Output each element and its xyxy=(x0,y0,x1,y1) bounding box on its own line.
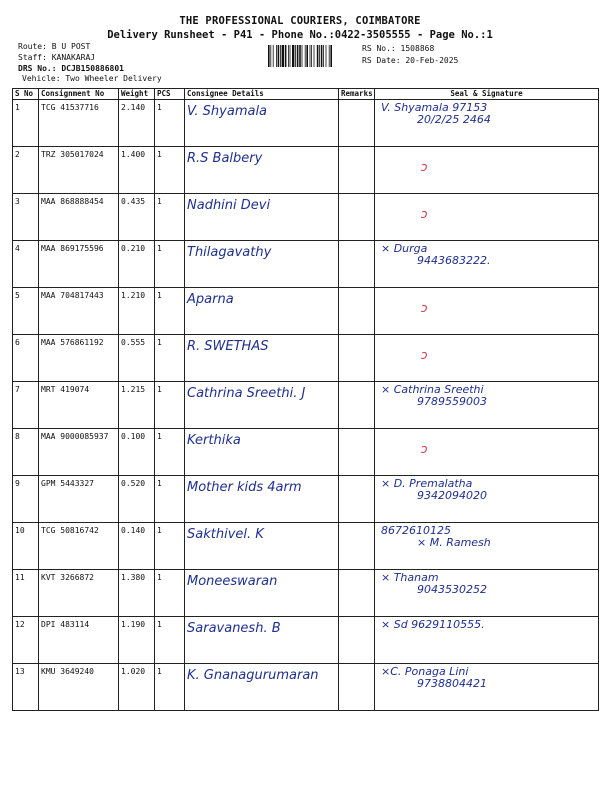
signature-line: × Cathrina Sreethi xyxy=(381,383,484,396)
row-consignee: Saravanesh. B xyxy=(185,617,339,664)
row-consignee: Nadhini Devi xyxy=(185,194,339,241)
col-header: PCS xyxy=(155,89,185,100)
row-consignee: K. Gnanagurumaran xyxy=(185,664,339,711)
row-signature xyxy=(375,617,599,664)
table-row xyxy=(13,382,599,429)
col-header: S No xyxy=(13,89,39,100)
table-row xyxy=(13,429,599,476)
row-consignee: Moneeswaran xyxy=(185,570,339,617)
barcode-bar xyxy=(326,45,327,67)
signature-line: 20/2/25 2464 xyxy=(417,113,491,126)
row-weight: 1.190 xyxy=(119,617,155,664)
table-row xyxy=(13,523,599,570)
row-pcs: 1 xyxy=(155,194,185,241)
table-row xyxy=(13,288,599,335)
row-consignment-no: TRZ 305017024 xyxy=(39,147,119,194)
row-sno: 11 xyxy=(13,570,39,617)
barcode-bar xyxy=(323,45,324,67)
row-consignment-no: KVT 3266872 xyxy=(39,570,119,617)
row-sno: 9 xyxy=(13,476,39,523)
row-consignment-no: MAA 9000085937 xyxy=(39,429,119,476)
table-row xyxy=(13,664,599,711)
row-weight: 0.435 xyxy=(119,194,155,241)
row-weight: 0.140 xyxy=(119,523,155,570)
row-consignment-no: MRT 419074 xyxy=(39,382,119,429)
row-sno: 12 xyxy=(13,617,39,664)
row-weight: 0.520 xyxy=(119,476,155,523)
row-pcs: 1 xyxy=(155,476,185,523)
row-signature xyxy=(375,523,599,570)
barcode-bar xyxy=(297,45,299,67)
table-row xyxy=(13,335,599,382)
table-row xyxy=(13,147,599,194)
route-line: Route: B U POST xyxy=(18,42,91,51)
row-weight: 1.215 xyxy=(119,382,155,429)
barcode-bar xyxy=(280,45,281,67)
barcode-bar xyxy=(288,45,289,67)
signature-line: 9789559003 xyxy=(417,395,487,408)
row-consignment-no: KMU 3649240 xyxy=(39,664,119,711)
row-pcs: 1 xyxy=(155,523,185,570)
row-sno: 10 xyxy=(13,523,39,570)
row-consignee: R. SWETHAS xyxy=(185,335,339,382)
barcode-bar xyxy=(299,45,301,67)
barcode xyxy=(268,45,356,67)
barcode-bar xyxy=(270,45,271,67)
drs-line: DRS No.: DCJB150886801 xyxy=(18,64,124,73)
company-title: THE PROFESSIONAL COURIERS, COIMBATORE xyxy=(179,15,421,27)
row-consignment-no: GPM 5443327 xyxy=(39,476,119,523)
rs-date-line: RS Date: 20-Feb-2025 xyxy=(362,56,459,65)
row-signature xyxy=(375,476,599,523)
table-row xyxy=(13,100,599,147)
barcode-bar xyxy=(310,45,311,67)
row-consignment-no: MAA 576861192 xyxy=(39,335,119,382)
barcode-bar xyxy=(319,45,320,67)
barcode-bar xyxy=(273,45,274,67)
row-sno: 5 xyxy=(13,288,39,335)
red-tick-mark: ↄ xyxy=(421,442,428,456)
signature-line: 8672610125 xyxy=(381,524,451,537)
barcode-bar xyxy=(302,45,303,67)
route-value: B U POST xyxy=(51,42,91,51)
col-header: Remarks xyxy=(339,89,375,100)
row-pcs: 1 xyxy=(155,664,185,711)
row-pcs: 1 xyxy=(155,335,185,382)
row-sno: 4 xyxy=(13,241,39,288)
row-remarks xyxy=(339,570,375,617)
drs-value: DCJB150886801 xyxy=(61,64,124,73)
row-pcs: 1 xyxy=(155,288,185,335)
row-consignment-no: MAA 869175596 xyxy=(39,241,119,288)
col-header: Weight xyxy=(119,89,155,100)
row-remarks xyxy=(339,476,375,523)
row-remarks xyxy=(339,523,375,570)
signature-line: × Durga xyxy=(381,242,428,255)
row-weight: 1.210 xyxy=(119,288,155,335)
barcode-bar xyxy=(305,45,306,67)
row-consignee: R.S Balbery xyxy=(185,147,339,194)
rs-no-line: RS No.: 1508868 xyxy=(362,44,435,53)
staff-line: Staff: KANAKARAJ xyxy=(18,53,96,62)
row-sno: 1 xyxy=(13,100,39,147)
row-pcs: 1 xyxy=(155,147,185,194)
row-sno: 2 xyxy=(13,147,39,194)
row-signature xyxy=(375,664,599,711)
signature-line: × Thanam xyxy=(381,571,439,584)
barcode-bar xyxy=(306,45,308,67)
row-signature xyxy=(375,335,599,382)
row-consignee: Sakthivel. K xyxy=(185,523,339,570)
barcode-bar xyxy=(268,45,270,67)
row-signature xyxy=(375,288,599,335)
row-sno: 8 xyxy=(13,429,39,476)
table-header-row xyxy=(13,89,599,100)
barcode-bar xyxy=(311,45,312,67)
row-consignment-no: MAA 868888454 xyxy=(39,194,119,241)
row-signature xyxy=(375,194,599,241)
barcode-bar xyxy=(314,45,315,67)
row-consignment-no: MAA 704817443 xyxy=(39,288,119,335)
row-weight: 0.555 xyxy=(119,335,155,382)
row-pcs: 1 xyxy=(155,100,185,147)
table-row xyxy=(13,476,599,523)
table-row xyxy=(13,617,599,664)
vehicle-value: Two Wheeler Delivery xyxy=(65,74,162,83)
row-sno: 6 xyxy=(13,335,39,382)
barcode-bar xyxy=(292,45,294,67)
vehicle-line: Vehicle: Two Wheeler Delivery xyxy=(22,74,162,83)
signature-line: × M. Ramesh xyxy=(417,536,491,549)
rs-date-value: 20-Feb-2025 xyxy=(405,56,459,65)
row-remarks xyxy=(339,429,375,476)
row-sno: 13 xyxy=(13,664,39,711)
row-remarks xyxy=(339,147,375,194)
barcode-bar xyxy=(285,45,287,67)
signature-line: V. Shyamala 97153 xyxy=(381,101,488,114)
barcode-bar xyxy=(278,45,280,67)
barcode-bar xyxy=(329,45,330,67)
col-header: Consignment No xyxy=(39,89,119,100)
barcode-bar xyxy=(330,45,332,67)
row-consignee: V. Shyamala xyxy=(185,100,339,147)
row-consignee: Kerthika xyxy=(185,429,339,476)
row-remarks xyxy=(339,335,375,382)
row-sno: 3 xyxy=(13,194,39,241)
signature-line: × D. Premalatha xyxy=(381,477,473,490)
row-signature xyxy=(375,570,599,617)
row-consignee: Aparna xyxy=(185,288,339,335)
runsheet-subtitle: Delivery Runsheet - P41 - Phone No.:0422-3505555 - Page No.:1 xyxy=(107,29,493,41)
red-tick-mark: ↄ xyxy=(421,160,428,174)
row-sno: 7 xyxy=(13,382,39,429)
row-remarks xyxy=(339,241,375,288)
row-pcs: 1 xyxy=(155,429,185,476)
row-signature xyxy=(375,429,599,476)
signature-line: 9738804421 xyxy=(417,677,487,690)
barcode-bar xyxy=(276,45,277,67)
runsheet-table xyxy=(12,88,599,711)
row-consignee: Cathrina Sreethi. J xyxy=(185,382,339,429)
row-consignee: Mother kids 4arm xyxy=(185,476,339,523)
barcode-bar xyxy=(321,45,323,67)
row-remarks xyxy=(339,100,375,147)
row-remarks xyxy=(339,288,375,335)
row-pcs: 1 xyxy=(155,570,185,617)
row-consignment-no: DPI 483114 xyxy=(39,617,119,664)
row-weight: 0.210 xyxy=(119,241,155,288)
row-signature xyxy=(375,382,599,429)
row-signature xyxy=(375,100,599,147)
table-row xyxy=(13,570,599,617)
row-remarks xyxy=(339,382,375,429)
row-weight: 1.020 xyxy=(119,664,155,711)
row-remarks xyxy=(339,664,375,711)
barcode-bar xyxy=(282,45,284,67)
row-weight: 1.400 xyxy=(119,147,155,194)
row-consignment-no: TCG 50816742 xyxy=(39,523,119,570)
row-consignment-no: TCG 41537716 xyxy=(39,100,119,147)
signature-line: 9342094020 xyxy=(417,489,487,502)
row-signature xyxy=(375,241,599,288)
table-row xyxy=(13,241,599,288)
red-tick-mark: ↄ xyxy=(421,348,428,362)
row-remarks xyxy=(339,617,375,664)
col-header: Consignee Details xyxy=(185,89,339,100)
row-pcs: 1 xyxy=(155,617,185,664)
row-pcs: 1 xyxy=(155,382,185,429)
barcode-bar xyxy=(317,45,319,67)
col-header: Seal & Signature xyxy=(375,89,599,100)
row-weight: 1.380 xyxy=(119,570,155,617)
row-consignee: Thilagavathy xyxy=(185,241,339,288)
staff-value: KANAKARAJ xyxy=(51,53,96,62)
rs-no-value: 1508868 xyxy=(400,44,435,53)
signature-line: ×C. Ponaga Lini xyxy=(381,665,469,678)
barcode-bar xyxy=(290,45,291,67)
row-pcs: 1 xyxy=(155,241,185,288)
barcode-bar xyxy=(295,45,296,67)
red-tick-mark: ↄ xyxy=(421,207,428,221)
signature-line: × Sd 9629110555. xyxy=(381,618,485,631)
row-weight: 0.100 xyxy=(119,429,155,476)
signature-line: 9043530252 xyxy=(417,583,487,596)
table-row xyxy=(13,194,599,241)
row-remarks xyxy=(339,194,375,241)
signature-line: 9443683222. xyxy=(417,254,491,267)
red-tick-mark: ↄ xyxy=(421,301,428,315)
row-signature xyxy=(375,147,599,194)
row-weight: 2.140 xyxy=(119,100,155,147)
